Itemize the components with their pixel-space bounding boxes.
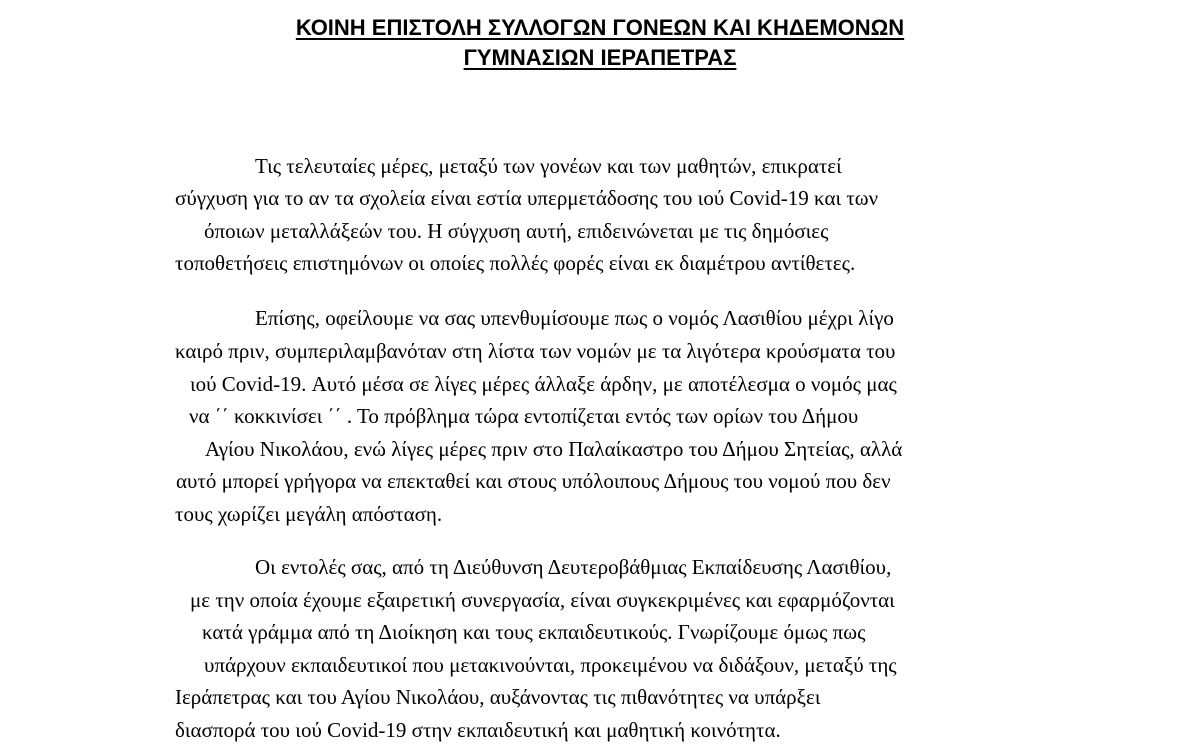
paragraph-3-line-2: με την οποία έχουμε εξαιρετική συνεργασία, είναι συγκεκριμένες και εφαρμόζονται [190,588,895,612]
paragraph-1-line-2: σύγχυση για το αν τα σχολεία είναι εστία υπερμετάδοσης του ιού Covid-19 και των [175,186,879,210]
paragraph-2-line-7: τους χωρίζει μεγάλη απόσταση. [175,502,443,526]
paragraph-1-line-1: Τις τελευταίες μέρες, μεταξύ των γονέων και των μαθητών, επικρατεί [255,154,842,178]
paragraph-3-line-6: διασπορά του ιού Covid-19 στην εκπαιδευτική και μαθητική κοινότητα. [175,718,781,742]
paragraph-3-line-4: υπάρχουν εκπαιδευτικοί που μετακινούνται, προκειμένου να διδάξουν, μεταξύ της [204,653,897,677]
paragraph-2-line-6: αυτό μπορεί γρήγορα να επεκταθεί και στους υπόλοιπους Δήμους του νομού που δεν [176,469,891,493]
paragraph-1-line-4: τοποθετήσεις επιστημόνων οι οποίες πολλές φορές είναι εκ διαμέτρου αντίθετες. [175,251,856,275]
paragraph-2-line-1: Επίσης, οφείλουμε να σας υπενθυμίσουμε πως ο νομός Λασιθίου μέχρι λίγο [255,306,894,330]
paragraph-2-line-3: ιού Covid-19. Αυτό μέσα σε λίγες μέρες άλλαξε άρδην, με αποτέλεσμα ο νομός μας [190,372,897,396]
document-title-line-2: ΓΥΜΝΑΣΙΩΝ ΙΕΡΑΠΕΤΡΑΣ [463,45,737,70]
paragraph-2-line-5: Αγίου Νικολάου, ενώ λίγες μέρες πριν στο Παλαίκαστρο του Δήμου Σητείας, αλλά [205,437,903,461]
paragraph-3-line-3: κατά γράμμα από τη Διοίκηση και τους εκπαιδευτικούς. Γνωρίζουμε όμως πως [202,620,866,644]
document-title-line-1: ΚΟΙΝΗ ΕΠΙΣΤΟΛΗ ΣΥΛΛΟΓΩΝ ΓΟΝΕΩΝ ΚΑΙ ΚΗΔΕΜΟΝΩΝ [295,15,905,40]
paragraph-3-line-1: Οι εντολές σας, από τη Διεύθυνση Δευτεροβάθμιας Εκπαίδευσης Λασιθίου, [255,555,892,579]
paragraph-2-line-2: καιρό πριν, συμπεριλαμβανόταν στη λίστα των νομών με τα λιγότερα κρούσματα του [175,339,896,363]
paragraph-3-line-5: Ιεράπετρας και του Αγίου Νικολάου, αυξάνοντας τις πιθανότητες να υπάρξει [175,685,821,709]
paragraph-1-line-3: όποιων μεταλλάξεών του. Η σύγχυση αυτή, επιδεινώνεται με τις δημόσιες [204,219,829,243]
paragraph-2-line-4: να ΄΄ κοκκινίσει ΄΄ . Το πρόβλημα τώρα εντοπίζεται εντός των ορίων του Δήμου [189,404,859,428]
